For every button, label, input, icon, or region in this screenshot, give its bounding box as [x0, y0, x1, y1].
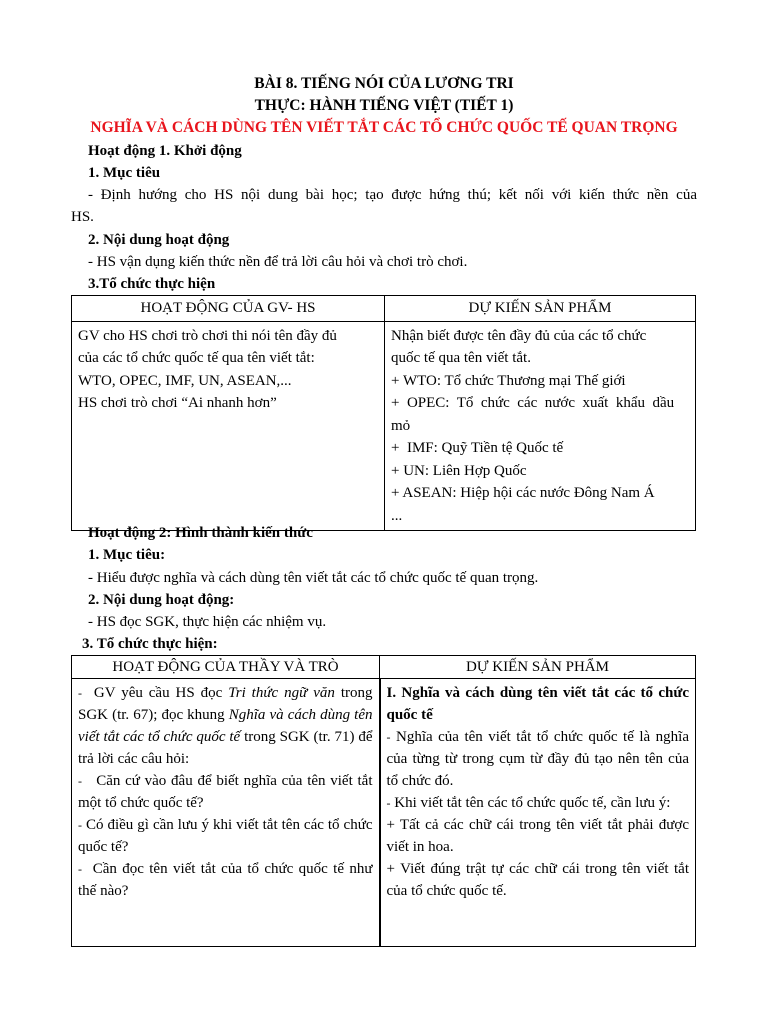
- product-item: + Viết đúng trật tự các chữ cái trong tên viết tắt của tổ chức quốc tế.: [386, 861, 689, 899]
- instruction-paragraph: [78, 682, 373, 770]
- dash-marker: -: [78, 862, 82, 876]
- table-line: mỏ: [391, 417, 411, 434]
- table-line: + UN: Liên Hợp Quốc: [391, 462, 527, 479]
- activity2-product-cell: [380, 679, 696, 947]
- dash-marker: -: [78, 774, 82, 788]
- book-frame-name: Nghĩa và cách dùng tên viết tắt các tổ chức quốc tế: [78, 707, 373, 745]
- table-line: HS chơi trò chơi “Ai nhanh hơn”: [78, 395, 277, 411]
- product-item: [387, 726, 690, 792]
- activity2-col2-header: DỰ KIẾN SẢN PHẨM: [380, 656, 696, 679]
- practice-title: THỰC: HÀNH TIẾNG VIỆT (TIẾT 1): [254, 97, 514, 114]
- table-line: + OPEC: Tổ chức các nước xuất khẩu dầu: [391, 395, 675, 411]
- question-text: Cần đọc tên viết tắt của tổ chức quốc tế như thế nào?: [78, 861, 377, 899]
- table-line: GV cho HS chơi trò chơi thi nói tên đầy đủ: [78, 327, 337, 344]
- activity2-col1-header: HOẠT ĐỘNG CỦA THẦY VÀ TRÒ: [72, 656, 380, 679]
- lesson-title: BÀI 8. TIẾNG NÓI CỦA LƯƠNG TRI: [254, 75, 514, 92]
- question-item: [78, 858, 377, 902]
- activity1-heading: Hoạt động 1. Khởi động: [88, 143, 242, 159]
- activity2-table: [71, 655, 696, 947]
- question-item: [78, 814, 377, 858]
- table-line: quốc tế qua tên viết tắt.: [391, 350, 531, 366]
- activity2-goal-heading: 1. Mục tiêu:: [88, 547, 166, 563]
- product-item: + Tất cả các chữ cái trong tên viết tắt phải được viết in hoa.: [386, 817, 689, 855]
- product-text: Khi viết tắt tên các tổ chức quốc tế, cần lưu ý:: [390, 795, 671, 811]
- activity2-teacher-cell: [72, 679, 380, 947]
- table-line: Nhận biết được tên đầy đủ của các tổ chức: [391, 327, 647, 344]
- activity2-content-text: - HS đọc SGK, thực hiện các nhiệm vụ.: [88, 614, 327, 630]
- activity1-content-heading: 2. Nội dung hoạt động: [88, 232, 230, 248]
- activity1-teacher-cell: [72, 321, 385, 531]
- activity1-org-heading: 3.Tổ chức thực hiện: [88, 276, 216, 292]
- activity2-goal-text: - Hiểu được nghĩa và cách dùng tên viết tắt các tổ chức quốc tế quan trọng.: [88, 570, 539, 586]
- instruction-text: trong SGK (tr. 71) để trả lời các câu hỏi:: [78, 729, 373, 767]
- table-line: ...: [391, 507, 403, 524]
- table-line: + ASEAN: Hiệp hội các nước Đông Nam Á: [391, 485, 655, 501]
- activity1-product-cell: [385, 321, 696, 531]
- table-line: của các tổ chức quốc tế qua tên viết tắt:: [78, 350, 315, 366]
- activity1-goal-text: - Định hướng cho HS nội dung bài học; tạo được hứng thú; kết nối với kiến thức nền của: [88, 187, 697, 203]
- activity1-table: [71, 295, 696, 531]
- activity2-heading: Hoạt động 2: Hình thành kiến thức: [88, 525, 313, 541]
- book-section-name: Tri thức ngữ văn: [228, 685, 335, 701]
- dash-marker: -: [78, 686, 82, 700]
- activity1-content-text: - HS vận dụng kiến thức nền để trả lời câu hỏi và chơi trò chơi.: [88, 254, 468, 270]
- dash-marker: -: [78, 818, 82, 832]
- dash-marker: -: [386, 730, 391, 744]
- product-text: Nghĩa của tên viết tắt tổ chức quốc tế là nghĩa của từng từ trong cụm từ đầy đủ tạo nên tên của tổ chức đó.: [386, 729, 689, 789]
- question-text: Căn cứ vào đâu để biết nghĩa của tên viết tắt một tổ chức quốc tế?: [78, 773, 377, 811]
- table-line: + IMF: Quỹ Tiền tệ Quốc tế: [391, 440, 564, 456]
- question-text: Có điều gì cần lưu ý khi viết tắt tên các tổ chức quốc tế?: [78, 817, 377, 855]
- activity2-content-heading: 2. Nội dung hoạt động:: [88, 592, 235, 608]
- activity1-col1-header: HOẠT ĐỘNG CỦA GV- HS: [72, 296, 385, 322]
- instruction-text: GV yêu cầu HS đọc: [82, 685, 229, 701]
- table-line: WTO, OPEC, IMF, UN, ASEAN,...: [78, 372, 292, 389]
- product-section-heading: I. Nghĩa và cách dùng tên viết tắt các tổ chức quốc tế: [386, 685, 689, 723]
- product-item: [387, 792, 690, 814]
- activity2-org-heading: 3. Tổ chức thực hiện:: [82, 636, 218, 652]
- table-line: + WTO: Tổ chức Thương mại Thế giới: [391, 372, 626, 389]
- activity1-goal-text-cont: HS.: [71, 209, 94, 225]
- activity1-goal-heading: 1. Mục tiêu: [88, 165, 161, 181]
- activity1-col2-header: DỰ KIẾN SẢN PHẨM: [385, 296, 696, 322]
- dash-marker: -: [386, 796, 391, 810]
- topic-title: NGHĨA VÀ CÁCH DÙNG TÊN VIẾT TẮT CÁC TỔ CHỨC QUỐC TẾ QUAN TRỌNG: [90, 119, 678, 136]
- instruction-text: trong SGK (tr. 67); đọc khung: [78, 685, 373, 723]
- question-item: [78, 770, 377, 814]
